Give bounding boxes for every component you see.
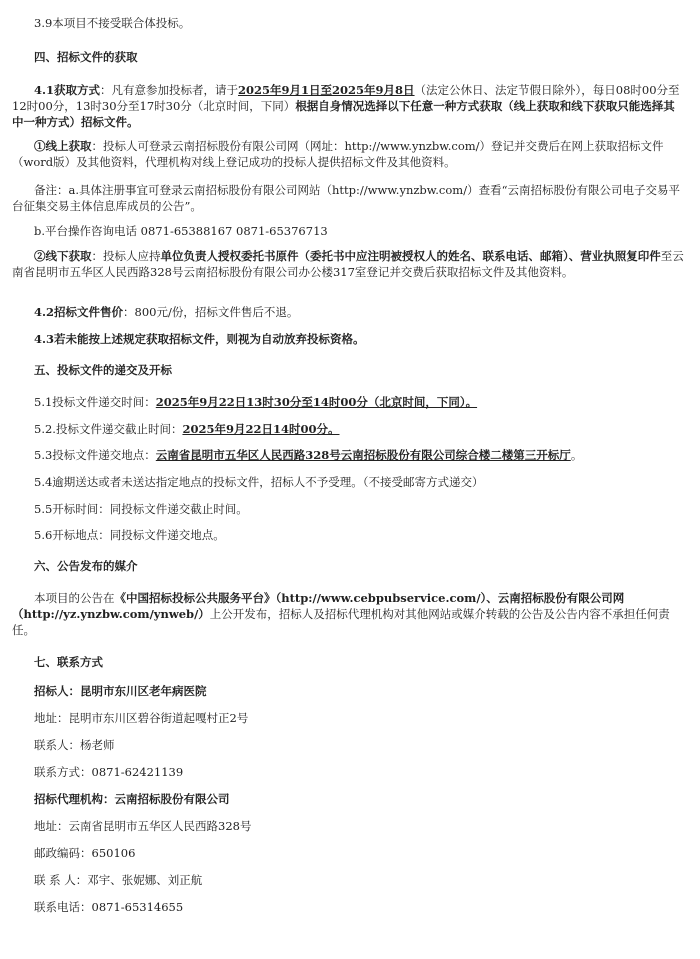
online-acquisition-label: ①线上获取	[34, 139, 92, 153]
clause-5-1-value: 2025年9月22日13时30分至14时00分（北京时间，下同）。	[155, 395, 478, 409]
media-notice-intro: 本项目的公告在	[34, 591, 115, 605]
clause-4-1-dates: 2025年9月1日至2025年9月8日	[238, 83, 415, 97]
clause-5-5: 5.5开标时间：同投标文件递交截止时间。	[34, 502, 248, 516]
clause-5-3	[12, 447, 684, 463]
clause-5-3-end: 。	[570, 448, 583, 462]
section-5-heading: 五、投标文件的递交及开标	[34, 363, 172, 377]
clause-4-1-label: 4.1获取方式	[34, 83, 101, 97]
clause-4-1-hours: （法定公休日、法定节假日除外），每日08时00分至12时00分，13时30分至17时30分（北京时间，下同）	[12, 83, 680, 113]
clause-5-2-label: 5.2.投标文件递交截止时间：	[34, 422, 183, 436]
online-acquisition	[12, 138, 684, 170]
clause-4-2-text: ：800元/份，招标文件售后不退。	[123, 305, 299, 319]
remark-b-hotline: b.平台操作咨询电话 0871-65388167 0871-65376713	[34, 224, 328, 238]
agency-postcode: 邮政编码：650106	[34, 846, 136, 860]
agency-phone: 联系电话：0871-65314655	[34, 900, 184, 914]
tenderer-name: 招标人：昆明市东川区老年病医院	[34, 684, 207, 698]
tenderer-address: 地址：昆明市东川区碧谷街道起嘎村正2号	[34, 711, 249, 725]
clause-5-2	[12, 421, 684, 437]
media-notice-disclaimer: 上公开发布，招标人及招标代理机构对其他网站或媒介转载的公告及公告内容不承担任何责任。	[12, 607, 670, 637]
clause-4-2-label: 4.2招标文件售价	[34, 305, 124, 319]
clause-5-1-label: 5.1投标文件递交时间：	[34, 395, 156, 409]
remark-a: 备注：a.具体注册事宜可登录云南招标股份有限公司网站（http://www.ynzbw.com/）查看“云南招标股份有限公司电子交易平台征集交易主体信息库成员的公告”。	[12, 183, 680, 213]
section-7-heading: 七、联系方式	[34, 655, 103, 669]
clause-4-1	[12, 82, 684, 130]
section-6-heading: 六、公告发布的媒介	[34, 559, 138, 573]
offline-acquisition	[12, 248, 684, 280]
clause-5-6: 5.6开标地点：同投标文件递交地点。	[34, 528, 225, 542]
clause-5-4: 5.4逾期送达或者未送达指定地点的投标文件，招标人不予受理。（不接受邮寄方式递交）	[34, 475, 484, 489]
agency-contact-persons: 联 系 人：邓宇、张妮娜、刘正航	[34, 873, 203, 887]
section-4-heading: 四、招标文件的获取	[34, 50, 138, 64]
media-notice-platforms: 《中国招标投标公共服务平台》（http://www.cebpubservice.com/）、云南招标股份有限公司网（http://yz.ynzbw.com/ynweb/）	[12, 591, 625, 621]
offline-acquisition-documents: 单位负责人授权委托书原件（委托书中应注明被授权人的姓名、联系电话、邮箱）、营业执照复印件	[160, 249, 661, 263]
clause-3-9: 3.9本项目不接受联合体投标。	[34, 16, 191, 30]
media-notice	[12, 590, 684, 638]
tenderer-phone: 联系方式：0871-62421139	[34, 765, 184, 779]
online-acquisition-text: ：投标人可登录云南招标股份有限公司网（网址：http://www.ynzbw.com/）登记并交费后在网上获取招标文件（word版）及其他资料，代理机构对线上登记成功的投标人提供招标文件及其他资料。	[12, 139, 664, 169]
agency-name: 招标代理机构：云南招标股份有限公司	[34, 792, 230, 806]
clause-4-1-intro: ：凡有意参加投标者，请于	[100, 83, 239, 97]
clause-5-1	[12, 394, 684, 410]
clause-4-1-method: 根据自身情况选择以下任意一种方式获取（线上获取和线下获取只能选择其中一种方式）招标文件。	[12, 99, 675, 129]
clause-5-2-value: 2025年9月22日14时00分。	[182, 422, 340, 436]
clause-5-3-value: 云南省昆明市五华区人民西路328号云南招标股份有限公司综合楼二楼第三开标厅	[155, 448, 571, 462]
clause-5-3-label: 5.3投标文件递交地点：	[34, 448, 156, 462]
clause-4-2	[12, 304, 684, 320]
offline-acquisition-intro: ：投标人应持	[91, 249, 161, 263]
offline-acquisition-label: ②线下获取	[34, 249, 92, 263]
tenderer-contact-person: 联系人：杨老师	[34, 738, 115, 752]
offline-acquisition-place: 至云南省昆明市五华区人民西路328号云南招标股份有限公司办公楼317室登记并交费后获取招标文件及其他资料。	[12, 249, 684, 279]
clause-4-3: 4.3若未能按上述规定获取招标文件，则视为自动放弃投标资格。	[34, 332, 365, 346]
agency-address: 地址：云南省昆明市五华区人民西路328号	[34, 819, 252, 833]
